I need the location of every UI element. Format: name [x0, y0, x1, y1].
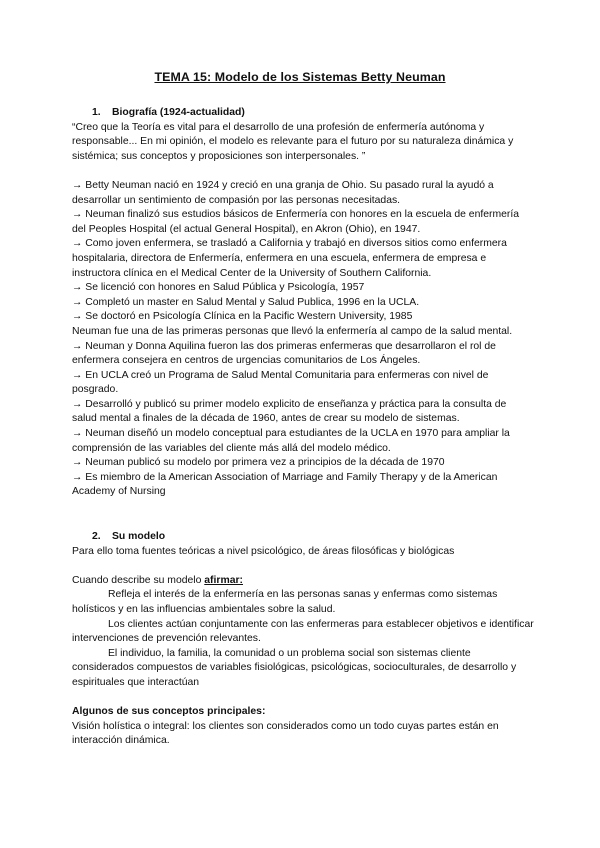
- describe-prefix: Cuando describe su modelo: [72, 574, 205, 586]
- bio-paragraph: → Como joven enfermera, se trasladó a California y trabajó en diversos sitios como enfermera hospitalaria, directora de Enfermería, enfermera en una escuela, enfermera de empresa e instructora clínica en el Medical Center de la University of Southern California.: [72, 238, 507, 279]
- section-number: 2.: [92, 531, 101, 542]
- section-title: Biografía (1924-actualidad): [112, 107, 245, 118]
- bio-paragraph: Neuman fue una de las primeras personas que llevó la enfermería al campo de la salud mental.: [72, 325, 513, 337]
- describe-line: [72, 574, 534, 589]
- model-point: Los clientes actúan conjuntamente con las enfermeras para establecer objetivos e identificar intervenciones de prevención relevantes.: [72, 618, 534, 645]
- bio-paragraph: → Completó un master en Salud Mental y Salud Publica, 1996 en la UCLA.: [72, 296, 420, 308]
- quote-paragraph: “Creo que la Teoría es vital para el desarrollo de una profesión de enfermería autónoma y responsable... En mi opinión, el modelo es relevante para el futuro por su naturaleza dinámica y sistémica; sus conceptos y proposiciones son interpersonales. ”: [72, 121, 514, 162]
- section-title: Su modelo: [112, 531, 166, 542]
- model-point: Refleja el interés de la enfermería en las personas sanas y enfermas como sistemas holísticos y en las influencias ambientales sobre la salud.: [72, 589, 498, 615]
- biography-list: [72, 179, 534, 500]
- page-title: TEMA 15: Modelo de los Sistemas Betty Neuman: [154, 70, 446, 84]
- concepts-heading: Algunos de sus conceptos principales:: [72, 706, 266, 718]
- describe-emphasis: afirmar:: [204, 574, 243, 586]
- bio-paragraph: → Desarrolló y publicó su primer modelo explicito de enseñanza y práctica para la consulta de salud mental a finales de la década de 1960, antes de crear su modelo de sistemas.: [72, 398, 507, 425]
- bio-paragraph: → En UCLA creó un Programa de Salud Mental Comunitaria para enfermeras con nivel de posgrado.: [72, 369, 489, 396]
- model-point: El individuo, la familia, la comunidad o un problema social son sistemas cliente considerados compuestos de variables fisiológicas, psicológicas, socioculturales, de desarrollo y espirituales que interactúan: [72, 647, 517, 688]
- bio-paragraph: → Neuman y Donna Aquilina fueron las dos primeras enfermeras que desarrollaron el rol de enfermera consejera en centros de urgencias comunitarios de Los Ángeles.: [72, 340, 496, 367]
- section-heading: [72, 106, 534, 121]
- bio-paragraph: → Se licenció con honores en Salud Pública y Psicología, 1957: [72, 282, 365, 294]
- bio-paragraph: → Neuman diseñó un modelo conceptual para estudiantes de la UCLA en 1970 para ampliar la comprensión de las variables del cliente más allá del modelo médico.: [72, 428, 510, 454]
- section-modelo: [72, 530, 534, 749]
- bio-paragraph: → Neuman finalizó sus estudios básicos de Enfermería con honores en la escuela de enfermería del Peoples Hospital (el actual General Hospital), en Akron (Ohio), en 1947.: [72, 209, 520, 235]
- bio-paragraph: → Es miembro de la American Association of Marriage and Family Therapy y de la American Academy of Nursing: [72, 471, 498, 498]
- intro-paragraph: Para ello toma fuentes teóricas a nivel psicológico, de áreas filosóficas y biológicas: [72, 545, 455, 557]
- section-biografia: [72, 106, 534, 500]
- section-heading: [72, 530, 534, 545]
- bio-paragraph: → Betty Neuman nació en 1924 y creció en una granja de Ohio. Su pasado rural la ayudó a desarrollar un sentimiento de compasión por las personas necesitadas.: [72, 179, 494, 206]
- concepts-paragraph: Visión holística o integral: los clientes son considerados como un todo cuyas partes están en interacción dinámica.: [72, 720, 499, 747]
- section-number: 1.: [92, 107, 101, 118]
- bio-paragraph: → Neuman publicó su modelo por primera vez a principios de la década de 1970: [72, 457, 445, 469]
- bio-paragraph: → Se doctoró en Psicología Clínica en la Pacific Western University, 1985: [72, 311, 413, 323]
